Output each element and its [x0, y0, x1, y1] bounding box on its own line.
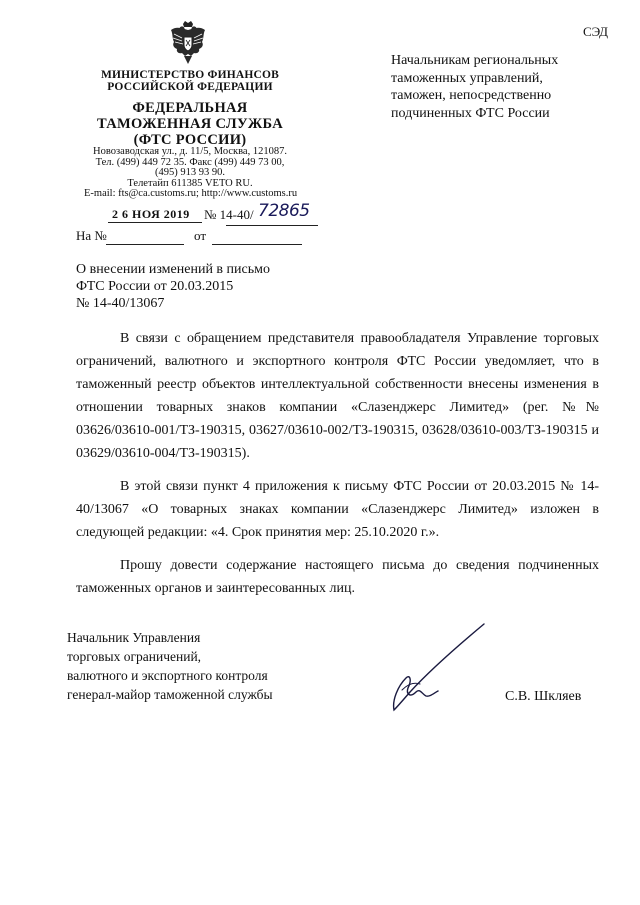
ministry-header [60, 69, 320, 93]
phone-fax: Тел. (499) 449 72 35. Факс (499) 449 73 00, [95, 156, 285, 168]
number-label: № 14-40/ [204, 207, 254, 222]
body-paragraph-2: В этой связи пункт 4 приложения к письму ФТС России от 20.03.2015 № 14-40/13067 «О товарных знаках компании «Слазенджерс Лимитед» изложен в следующей редакции: «4. Срок принятия мер: 25.10.2020 г.». [76, 479, 599, 540]
date-stamp: 2 6 НОЯ 2019 [108, 207, 202, 223]
reference-line [76, 228, 316, 248]
service-line-1: ФЕДЕРАЛЬНАЯ [132, 100, 248, 116]
subject-block [76, 261, 316, 312]
signatory-line-4: генерал-майор таможенной службы [67, 687, 273, 702]
ref-from-underline [212, 244, 302, 245]
body-paragraph-3: Прошу довести содержание настоящего письма до сведения подчиненных таможенных органов и заинтересованных лиц. [76, 558, 599, 596]
letter-body [76, 327, 599, 610]
address: Новозаводская ул., д. 11/5, Москва, 121087. [93, 146, 287, 157]
recipient-line-3: таможен, непосредственно [391, 88, 552, 103]
subject-line-3: № 14-40/13067 [76, 296, 165, 311]
recipient-line-2: таможенных управлений, [391, 70, 543, 86]
service-header [60, 100, 320, 148]
coat-of-arms-emblem-icon [168, 20, 208, 66]
ref-from-label: от [194, 228, 207, 243]
number-underline [226, 225, 318, 226]
signatory-name: С.В. Шкляев [505, 689, 582, 704]
ref-underline [106, 244, 184, 245]
subject-line-1: О внесении изменений в письмо [76, 262, 270, 277]
subject-line-2: ФТС России от 20.03.2015 [76, 279, 234, 294]
service-line-3: (ФТС РОССИИ) [133, 132, 247, 148]
service-line-2: ТАМОЖЕННАЯ СЛУЖБА [96, 116, 284, 132]
handwritten-signature-icon [380, 620, 490, 715]
recipient-line-4: подчиненных ФТС России [391, 105, 550, 121]
number-handwritten: 72865 [258, 201, 310, 221]
contact-block [60, 147, 320, 200]
ministry-line-1: МИНИСТЕРСТВО ФИНАНСОВ [100, 69, 280, 81]
signatory-line-1: Начальник Управления [67, 630, 201, 645]
signatory-line-3: валютного и экспортного контроля [67, 668, 268, 683]
ministry-line-2: РОССИЙСКОЙ ФЕДЕРАЦИИ [107, 81, 273, 93]
body-paragraph-1: В связи с обращением представителя правообладателя Управление торговых ограничений, валютного и экспортного контроля ФТС России уведомляет, что в таможенный реестр объектов интеллектуальной собственности внесены изменения в отношении товарных знаков компании «Слазенджерс Лимитед» (рег. №№ 03626/03610-001/ТЗ-190315, 03627/03610-002/ТЗ-190315, 03628/03610-003/ТЗ-190315 и 03629/03610-004/ТЗ-190315). [76, 331, 599, 461]
email-web: E-mail: fts@ca.customs.ru; http://www.customs.ru [84, 188, 298, 200]
sed-mark: СЭД [582, 24, 608, 39]
signatory-title [67, 628, 327, 704]
recipient-block [391, 52, 611, 122]
recipient-line-1: Начальникам региональных [391, 53, 559, 68]
teletype: Телетайп 611385 VETO RU. [127, 177, 253, 189]
registration-line [76, 201, 316, 227]
ref-label: На № [76, 228, 107, 243]
signatory-line-2: торговых ограничений, [67, 649, 202, 664]
phone-2: (495) 913 93 90. [155, 167, 225, 179]
